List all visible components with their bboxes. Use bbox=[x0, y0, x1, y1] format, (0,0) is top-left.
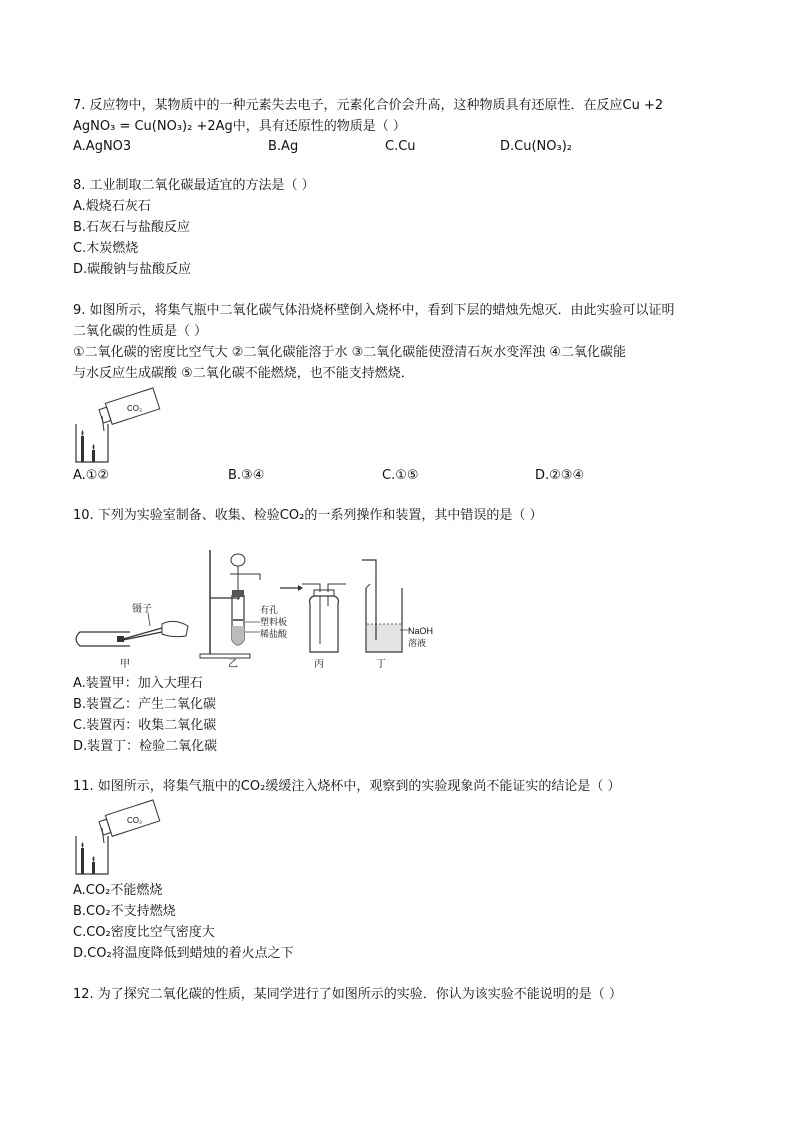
q9-stem-line1: 9. 如图所示，将集气瓶中二氧化碳气体沿烧杯壁倒入烧杯中，看到下层的蜡烛先熄灭．由此实验可以证明 bbox=[73, 303, 675, 318]
q10-stem: 10. 下列为实验室制备、收集、检验CO₂的一系列操作和装置，其中错误的是（ ） bbox=[73, 508, 543, 523]
q8-option-b[interactable]: B.石灰石与盐酸反应 bbox=[73, 220, 191, 235]
svg-text:NaOH: NaOH bbox=[408, 626, 434, 636]
q7-stem-line1: 7. 反应物中，某物质中的一种元素失去电子，元素化合价会升高，这种物质具有还原性．在反应Cu +2 bbox=[73, 98, 664, 113]
svg-text:塑料板: 塑料板 bbox=[260, 617, 288, 627]
q12-stem: 12. 为了探究二氧化碳的性质，某同学进行了如图所示的实验．你认为该实验不能说明的是（ ） bbox=[73, 987, 622, 1002]
q8-option-d[interactable]: D.碳酸钠与盐酸反应 bbox=[73, 262, 192, 277]
svg-text:有孔: 有孔 bbox=[260, 605, 279, 615]
q7-option-c[interactable]: C.Cu bbox=[385, 139, 416, 154]
q7-option-a[interactable]: A.AgNO3 bbox=[73, 139, 132, 154]
q10-option-b[interactable]: B.装置乙：产生二氧化碳 bbox=[73, 697, 217, 712]
apparatus-bing bbox=[302, 584, 346, 670]
apparatus-yi bbox=[200, 550, 288, 670]
q10-apparatus-figure bbox=[70, 540, 450, 672]
q9-stem-line2: 二氧化碳的性质是（ ） bbox=[73, 324, 208, 339]
q7-option-d[interactable]: D.Cu(NO₃)₂ bbox=[500, 139, 572, 154]
q9-option-b[interactable]: B.③④ bbox=[228, 468, 265, 483]
q9-option-d[interactable]: D.②③④ bbox=[535, 468, 585, 483]
svg-text:乙: 乙 bbox=[228, 659, 238, 670]
q9-option-c[interactable]: C.①⑤ bbox=[382, 468, 419, 483]
q9-stem-line4: 与水反应生成碳酸 ⑤二氧化碳不能燃烧，也不能支持燃烧． bbox=[73, 366, 414, 381]
svg-text:稀盐酸: 稀盐酸 bbox=[260, 629, 288, 639]
apparatus-ding bbox=[362, 560, 433, 670]
q8-option-a[interactable]: A.煅烧石灰石 bbox=[73, 199, 151, 214]
svg-text:镊子: 镊子 bbox=[132, 604, 152, 615]
q10-option-a[interactable]: A.装置甲：加入大理石 bbox=[73, 676, 203, 691]
q11-option-a[interactable]: A.CO₂不能燃烧 bbox=[73, 883, 163, 898]
svg-text:丁: 丁 bbox=[376, 659, 386, 670]
svg-text:溶液: 溶液 bbox=[408, 638, 427, 648]
q7-option-b[interactable]: B.Ag bbox=[268, 139, 299, 154]
q11-stem: 11. 如图所示，将集气瓶中的CO₂缓缓注入烧杯中，观察到的实验现象尚不能证实的结论是（ ） bbox=[73, 779, 621, 794]
q9-stem-line3: ①二氧化碳的密度比空气大 ②二氧化碳能溶于水 ③二氧化碳能使澄清石灰水变浑浊 ④二氧化碳能 bbox=[73, 345, 627, 360]
q11-candle-beaker-figure bbox=[70, 798, 170, 878]
q7-stem-line2: AgNO₃ = Cu(NO₃)₂ +2Ag中，具有还原性的物质是（ ） bbox=[73, 119, 406, 134]
q9-candle-beaker-figure bbox=[70, 386, 170, 464]
q11-option-d[interactable]: D.CO₂将温度降低到蜡烛的着火点之下 bbox=[73, 946, 294, 961]
q8-stem: 8. 工业制取二氧化碳最适宜的方法是（ ） bbox=[73, 178, 315, 193]
q11-co2-label: CO₂ bbox=[127, 816, 143, 825]
q11-option-b[interactable]: B.CO₂不支持燃烧 bbox=[73, 904, 176, 919]
q9-co2-label: CO₂ bbox=[127, 404, 143, 413]
q8-option-c[interactable]: C.木炭燃烧 bbox=[73, 241, 139, 256]
svg-text:甲: 甲 bbox=[120, 659, 130, 670]
q10-option-d[interactable]: D.装置丁：检验二氧化碳 bbox=[73, 739, 218, 754]
q11-option-c[interactable]: C.CO₂密度比空气密度大 bbox=[73, 925, 215, 940]
q10-option-c[interactable]: C.装置丙：收集二氧化碳 bbox=[73, 718, 217, 733]
q9-option-a[interactable]: A.①② bbox=[73, 468, 110, 483]
apparatus-jia bbox=[76, 602, 188, 670]
svg-text:丙: 丙 bbox=[314, 659, 324, 670]
